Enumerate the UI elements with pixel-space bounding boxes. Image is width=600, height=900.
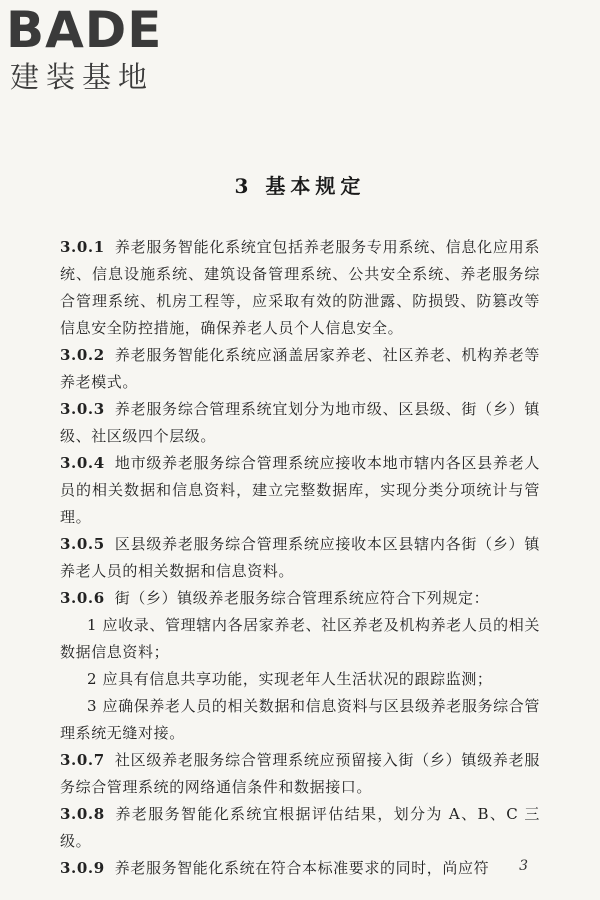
page-number: 3 xyxy=(519,858,528,874)
clause-3-0-5: 3.0.5 区县级养老服务综合管理系统应接收本区县辖内各街（乡）镇养老人员的相关数据和信息资料。 xyxy=(60,535,540,580)
clause-3-0-4: 3.0.4 地市级养老服务综合管理系统应接收本地市辖内各区县养老人员的相关数据和信息资料，建立完整数据库，实现分类分项统计与管理。 xyxy=(60,454,540,526)
clause-3-0-1: 3.0.1 养老服务智能化系统宜包括养老服务专用系统、信息化应用系统、信息设施系统、建筑设备管理系统、公共安全系统、养老服务综合管理系统、机房工程等，应采取有效的防泄露、防损毁、防篡改等信息安全防控措施，确保养老人员个人信息安全。 xyxy=(60,238,540,337)
bade-logo xyxy=(6,1,186,94)
clause-3-0-9: 3.0.9 养老服务智能化系统在符合本标准要求的同时，尚应符 xyxy=(60,859,490,877)
clause-3-0-2: 3.0.2 养老服务智能化系统应涵盖居家养老、社区养老、机构养老等养老模式。 xyxy=(60,346,540,391)
clause-3-0-6-item-3: 3 应确保养老人员的相关数据和信息资料与区县级养老服务综合管理系统无缝对接。 xyxy=(60,697,540,742)
logo-wordmark: BADE xyxy=(6,1,163,59)
chapter-title: 3 基本规定 xyxy=(234,174,366,198)
clause-3-0-8: 3.0.8 养老服务智能化系统宜根据评估结果，划分为 A、B、C 三级。 xyxy=(60,805,540,850)
clause-list xyxy=(60,234,540,882)
clause-3-0-7: 3.0.7 社区级养老服务综合管理系统应预留接入街（乡）镇级养老服务综合管理系统的网络通信条件和数据接口。 xyxy=(60,751,540,796)
clause-3-0-3: 3.0.3 养老服务综合管理系统宜划分为地市级、区县级、街（乡）镇级、社区级四个层级。 xyxy=(60,400,540,445)
clause-3-0-6-item-2: 2 应具有信息共享功能，实现老年人生活状况的跟踪监测； xyxy=(87,670,493,688)
logo-subtitle: 建装基地 xyxy=(10,60,155,94)
clause-3-0-6-item-1: 1 应收录、管理辖内各居家养老、社区养老及机构养老人员的相关数据信息资料； xyxy=(60,616,540,661)
clause-3-0-6: 3.0.6 街（乡）镇级养老服务综合管理系统应符合下列规定： xyxy=(60,589,490,607)
